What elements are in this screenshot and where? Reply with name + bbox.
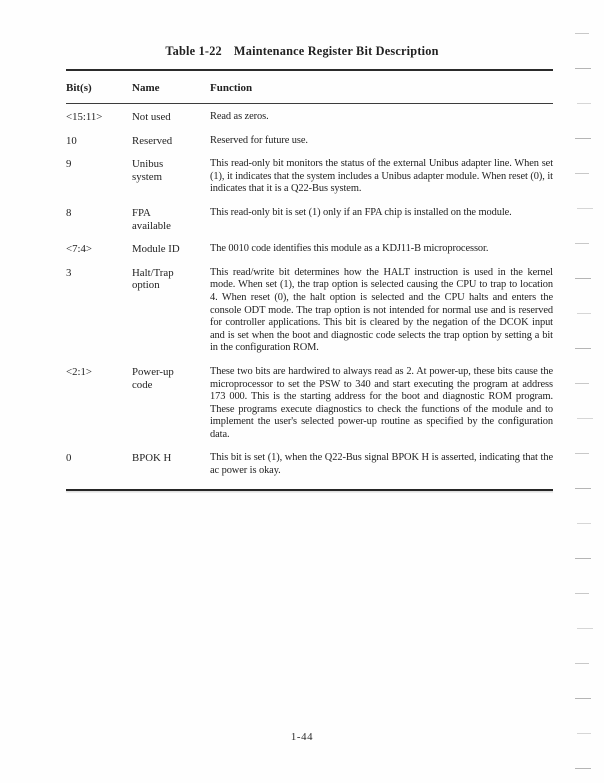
name-line: Reserved [132, 134, 173, 147]
scan-mark [575, 663, 589, 664]
scan-mark [575, 768, 591, 769]
bits-cell: <2:1> [66, 365, 92, 378]
name-cell [132, 135, 210, 148]
bits-cell: 9 [66, 158, 72, 171]
table-number: Table 1-22 [165, 44, 222, 58]
header-name: Name [132, 82, 160, 94]
table-header-row [66, 71, 553, 103]
bits-cell: 10 [66, 134, 77, 147]
scan-mark [575, 243, 589, 244]
bits-cell: <15:11> [66, 111, 103, 123]
table-body [66, 104, 553, 478]
table-row [66, 111, 553, 124]
scan-mark [575, 593, 589, 594]
name-line: FPA [132, 206, 151, 219]
header-bits: Bit(s) [66, 82, 92, 94]
table-row [66, 267, 553, 355]
header-function: Function [210, 82, 253, 94]
function-cell: The 0010 code identifies this module as a KDJ11-B microprocessor. [210, 243, 489, 255]
name-line: option [132, 279, 160, 292]
function-cell: This read-only bit monitors the status of the external Unibus adapter line. When set (1), it indicates that the system includes a Unibus adapter module. When reset (0), it indicates that it is a Q22-Bus system. [210, 158, 553, 195]
table-row [66, 366, 553, 442]
scan-mark [575, 33, 589, 34]
name-cell [132, 158, 210, 196]
bits-cell: 8 [66, 206, 72, 219]
name-line: Unibus [132, 158, 164, 171]
name-line: Module ID [132, 243, 180, 256]
name-cell [132, 111, 210, 124]
scan-mark [577, 103, 591, 104]
function-cell: Reserved for future use. [210, 134, 308, 146]
name-line: Halt/Trap [132, 266, 174, 279]
bits-cell: 0 [66, 452, 72, 465]
scan-mark [575, 68, 591, 69]
function-cell: This bit is set (1), when the Q22-Bus signal BPOK H is asserted, indicating that the ac power is okay. [210, 452, 553, 477]
table-row [66, 243, 553, 256]
scan-mark [577, 523, 591, 524]
scan-mark [575, 558, 591, 559]
scan-mark [575, 383, 589, 384]
name-line: BPOK H [132, 452, 172, 465]
bits-cell: <7:4> [66, 243, 92, 256]
bits-cell: 3 [66, 266, 72, 279]
scan-mark [575, 698, 591, 699]
scan-mark [575, 278, 591, 279]
name-cell [132, 267, 210, 355]
function-cell: These two bits are hardwired to always read as 2. At power-up, these bits cause the microprocessor to set the PSW to 340 and start executing the program at address 173 000. This is the starting address for the boot and diagnostic ROM program. These programs execute diagnostics to check the functions of the module and to implement the user's selected power-up routine as specified by the configuration data. [210, 365, 553, 440]
name-line: system [132, 170, 162, 183]
scan-mark [575, 173, 589, 174]
scan-mark [575, 138, 591, 139]
name-line: Not used [132, 111, 171, 123]
scan-mark [575, 488, 591, 489]
scan-mark [575, 453, 589, 454]
table-bottom-rule [66, 489, 553, 491]
scan-mark [577, 208, 593, 209]
maintenance-register-table [66, 69, 553, 491]
table-title [0, 44, 604, 59]
page-number: 1-44 [290, 731, 314, 743]
name-line: code [132, 378, 153, 391]
function-cell: Read as zeros. [210, 111, 269, 122]
scan-mark [577, 313, 591, 314]
scan-mark [577, 628, 593, 629]
scan-mark [575, 348, 591, 349]
table-row [66, 158, 553, 196]
name-line: Power-up [132, 365, 174, 378]
name-cell [132, 243, 210, 256]
scan-mark [577, 418, 593, 419]
name-cell [132, 366, 210, 442]
function-cell: This read-only bit is set (1) only if an FPA chip is installed on the module. [210, 206, 512, 218]
name-cell [132, 207, 210, 232]
name-cell [132, 452, 210, 477]
table-row [66, 452, 553, 477]
name-line: available [132, 219, 171, 232]
table-row [66, 135, 553, 148]
table-caption: Maintenance Register Bit Description [233, 44, 439, 58]
table-row [66, 207, 553, 232]
function-cell: This read/write bit determines how the HALT instruction is used in the kernel mode. When set (1), the trap option is selected causing the CPU to trap to location 4. When reset (0), the halt option is selected and the CPU halts and enters the console ODT mode. The trap option is not intended for normal use and is reserved for controller applications. This bit is cleared by the negation of the DCOK input and is set when the boot and diagnostic code selects the trap option by setting a bit in the configuration ROM. [210, 266, 553, 354]
